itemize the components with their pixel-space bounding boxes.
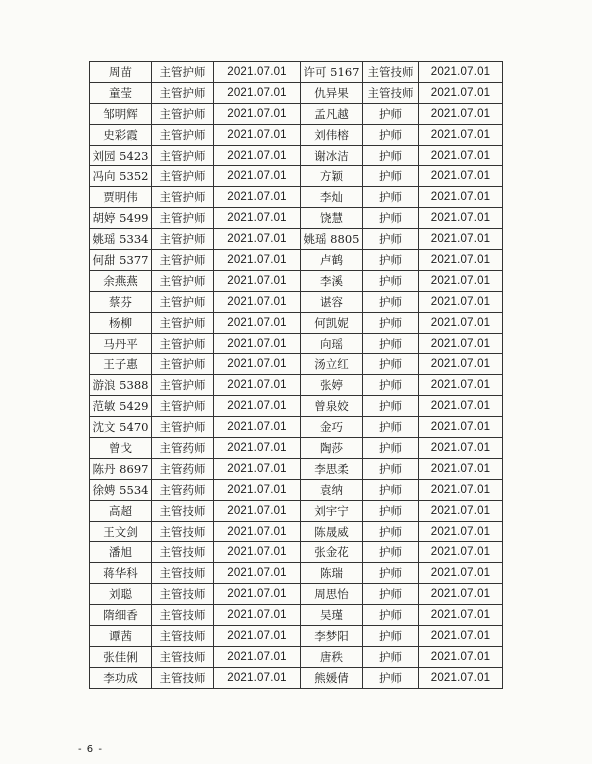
title-cell: 护师 xyxy=(363,229,419,250)
table-row xyxy=(90,229,503,250)
table-body xyxy=(90,62,503,689)
title-cell: 主管护师 xyxy=(152,187,214,208)
name-cell: 张金花 xyxy=(301,542,363,563)
date-cell: 2021.07.01 xyxy=(419,291,503,312)
title-cell: 主管技师 xyxy=(152,667,214,688)
name-cell: 方颖 xyxy=(301,166,363,187)
title-cell: 主管技师 xyxy=(152,646,214,667)
table-row xyxy=(90,605,503,626)
table-row xyxy=(90,563,503,584)
name-cell: 沈文 5470 xyxy=(90,417,152,438)
title-cell: 主管护师 xyxy=(152,250,214,271)
name-cell: 孟凡越 xyxy=(301,103,363,124)
date-cell: 2021.07.01 xyxy=(419,375,503,396)
name-cell: 李功成 xyxy=(90,667,152,688)
title-cell: 护师 xyxy=(363,145,419,166)
date-cell: 2021.07.01 xyxy=(214,82,301,103)
name-cell: 饶慧 xyxy=(301,208,363,229)
title-cell: 主管药师 xyxy=(152,458,214,479)
date-cell: 2021.07.01 xyxy=(419,270,503,291)
date-cell: 2021.07.01 xyxy=(419,417,503,438)
title-cell: 主管技师 xyxy=(152,605,214,626)
table-row xyxy=(90,166,503,187)
title-cell: 主管护师 xyxy=(152,166,214,187)
name-cell: 曾泉姣 xyxy=(301,396,363,417)
table-row xyxy=(90,375,503,396)
name-cell: 王子惠 xyxy=(90,354,152,375)
title-cell: 护师 xyxy=(363,124,419,145)
date-cell: 2021.07.01 xyxy=(214,396,301,417)
date-cell: 2021.07.01 xyxy=(214,500,301,521)
name-cell: 李溪 xyxy=(301,270,363,291)
title-cell: 护师 xyxy=(363,354,419,375)
date-cell: 2021.07.01 xyxy=(214,229,301,250)
title-cell: 护师 xyxy=(363,563,419,584)
title-cell: 主管护师 xyxy=(152,208,214,229)
name-cell: 游浪 5388 xyxy=(90,375,152,396)
date-cell: 2021.07.01 xyxy=(214,270,301,291)
date-cell: 2021.07.01 xyxy=(419,626,503,647)
name-cell: 刘园 5423 xyxy=(90,145,152,166)
name-cell: 潘旭 xyxy=(90,542,152,563)
date-cell: 2021.07.01 xyxy=(419,584,503,605)
table-row xyxy=(90,82,503,103)
table-row xyxy=(90,312,503,333)
title-cell: 护师 xyxy=(363,500,419,521)
name-cell: 张婷 xyxy=(301,375,363,396)
table-row xyxy=(90,145,503,166)
staff-title-table xyxy=(89,61,503,689)
date-cell: 2021.07.01 xyxy=(419,563,503,584)
table-row xyxy=(90,250,503,271)
title-cell: 护师 xyxy=(363,417,419,438)
title-cell: 护师 xyxy=(363,312,419,333)
name-cell: 卢鹤 xyxy=(301,250,363,271)
table-row xyxy=(90,417,503,438)
date-cell: 2021.07.01 xyxy=(419,479,503,500)
name-cell: 陈晟威 xyxy=(301,521,363,542)
title-cell: 护师 xyxy=(363,250,419,271)
date-cell: 2021.07.01 xyxy=(214,103,301,124)
table-row xyxy=(90,208,503,229)
title-cell: 护师 xyxy=(363,584,419,605)
date-cell: 2021.07.01 xyxy=(419,62,503,83)
name-cell: 李思柔 xyxy=(301,458,363,479)
date-cell: 2021.07.01 xyxy=(419,229,503,250)
name-cell: 许可 5167 xyxy=(301,62,363,83)
date-cell: 2021.07.01 xyxy=(214,291,301,312)
title-cell: 主管护师 xyxy=(152,124,214,145)
title-cell: 护师 xyxy=(363,208,419,229)
title-cell: 护师 xyxy=(363,438,419,459)
title-cell: 主管技师 xyxy=(152,584,214,605)
title-cell: 主管护师 xyxy=(152,354,214,375)
date-cell: 2021.07.01 xyxy=(419,124,503,145)
name-cell: 何甜 5377 xyxy=(90,250,152,271)
title-cell: 护师 xyxy=(363,605,419,626)
name-cell: 王文剑 xyxy=(90,521,152,542)
date-cell: 2021.07.01 xyxy=(419,396,503,417)
name-cell: 范敏 5429 xyxy=(90,396,152,417)
date-cell: 2021.07.01 xyxy=(419,605,503,626)
table-row xyxy=(90,646,503,667)
date-cell: 2021.07.01 xyxy=(419,250,503,271)
title-cell: 主管护师 xyxy=(152,229,214,250)
name-cell: 李梦阳 xyxy=(301,626,363,647)
date-cell: 2021.07.01 xyxy=(214,312,301,333)
table-row xyxy=(90,62,503,83)
title-cell: 护师 xyxy=(363,375,419,396)
name-cell: 刘宇宁 xyxy=(301,500,363,521)
name-cell: 张佳俐 xyxy=(90,646,152,667)
title-cell: 主管技师 xyxy=(152,542,214,563)
title-cell: 主管护师 xyxy=(152,312,214,333)
name-cell: 仇异果 xyxy=(301,82,363,103)
date-cell: 2021.07.01 xyxy=(419,333,503,354)
name-cell: 吴瑾 xyxy=(301,605,363,626)
table-row xyxy=(90,187,503,208)
date-cell: 2021.07.01 xyxy=(419,166,503,187)
date-cell: 2021.07.01 xyxy=(214,187,301,208)
table-row xyxy=(90,396,503,417)
date-cell: 2021.07.01 xyxy=(214,208,301,229)
date-cell: 2021.07.01 xyxy=(419,312,503,333)
date-cell: 2021.07.01 xyxy=(419,500,503,521)
title-cell: 主管技师 xyxy=(152,563,214,584)
name-cell: 李灿 xyxy=(301,187,363,208)
name-cell: 何凯妮 xyxy=(301,312,363,333)
name-cell: 童莹 xyxy=(90,82,152,103)
name-cell: 贾明伟 xyxy=(90,187,152,208)
date-cell: 2021.07.01 xyxy=(214,521,301,542)
title-cell: 护师 xyxy=(363,291,419,312)
title-cell: 护师 xyxy=(363,270,419,291)
date-cell: 2021.07.01 xyxy=(214,479,301,500)
table-row xyxy=(90,500,503,521)
table-row xyxy=(90,626,503,647)
name-cell: 邹明辉 xyxy=(90,103,152,124)
title-cell: 主管护师 xyxy=(152,396,214,417)
title-cell: 主管技师 xyxy=(152,500,214,521)
table-row xyxy=(90,584,503,605)
date-cell: 2021.07.01 xyxy=(214,667,301,688)
name-cell: 徐娉 5534 xyxy=(90,479,152,500)
date-cell: 2021.07.01 xyxy=(214,62,301,83)
name-cell: 周思怡 xyxy=(301,584,363,605)
title-cell: 主管护师 xyxy=(152,82,214,103)
name-cell: 熊媛倩 xyxy=(301,667,363,688)
date-cell: 2021.07.01 xyxy=(214,584,301,605)
table-row xyxy=(90,124,503,145)
date-cell: 2021.07.01 xyxy=(419,646,503,667)
name-cell: 余燕燕 xyxy=(90,270,152,291)
date-cell: 2021.07.01 xyxy=(214,626,301,647)
table-row xyxy=(90,103,503,124)
title-cell: 主管技师 xyxy=(152,521,214,542)
title-cell: 主管药师 xyxy=(152,438,214,459)
name-cell: 谢冰洁 xyxy=(301,145,363,166)
date-cell: 2021.07.01 xyxy=(419,667,503,688)
name-cell: 高超 xyxy=(90,500,152,521)
title-cell: 护师 xyxy=(363,667,419,688)
date-cell: 2021.07.01 xyxy=(214,563,301,584)
title-cell: 护师 xyxy=(363,479,419,500)
name-cell: 陈丹 8697 xyxy=(90,458,152,479)
name-cell: 蒋华科 xyxy=(90,563,152,584)
name-cell: 蔡芬 xyxy=(90,291,152,312)
table-row xyxy=(90,542,503,563)
table-row xyxy=(90,667,503,688)
title-cell: 主管护师 xyxy=(152,103,214,124)
name-cell: 刘伟榕 xyxy=(301,124,363,145)
title-cell: 主管护师 xyxy=(152,62,214,83)
date-cell: 2021.07.01 xyxy=(214,605,301,626)
name-cell: 唐秩 xyxy=(301,646,363,667)
table-row xyxy=(90,291,503,312)
name-cell: 谌容 xyxy=(301,291,363,312)
name-cell: 袁纳 xyxy=(301,479,363,500)
date-cell: 2021.07.01 xyxy=(419,208,503,229)
date-cell: 2021.07.01 xyxy=(419,145,503,166)
date-cell: 2021.07.01 xyxy=(419,187,503,208)
date-cell: 2021.07.01 xyxy=(214,250,301,271)
date-cell: 2021.07.01 xyxy=(419,521,503,542)
table-row xyxy=(90,479,503,500)
title-cell: 主管护师 xyxy=(152,333,214,354)
name-cell: 马丹平 xyxy=(90,333,152,354)
title-cell: 主管技师 xyxy=(363,62,419,83)
page-number: - 6 - xyxy=(78,744,103,755)
date-cell: 2021.07.01 xyxy=(419,458,503,479)
title-cell: 护师 xyxy=(363,333,419,354)
name-cell: 向瑶 xyxy=(301,333,363,354)
name-cell: 史彩霞 xyxy=(90,124,152,145)
title-cell: 主管药师 xyxy=(152,479,214,500)
date-cell: 2021.07.01 xyxy=(214,417,301,438)
title-cell: 护师 xyxy=(363,396,419,417)
name-cell: 杨柳 xyxy=(90,312,152,333)
title-cell: 护师 xyxy=(363,103,419,124)
name-cell: 金巧 xyxy=(301,417,363,438)
table-row xyxy=(90,521,503,542)
date-cell: 2021.07.01 xyxy=(214,542,301,563)
table-row xyxy=(90,333,503,354)
name-cell: 姚瑶 5334 xyxy=(90,229,152,250)
name-cell: 冯向 5352 xyxy=(90,166,152,187)
date-cell: 2021.07.01 xyxy=(214,438,301,459)
title-cell: 主管技师 xyxy=(363,82,419,103)
date-cell: 2021.07.01 xyxy=(419,82,503,103)
name-cell: 胡婷 5499 xyxy=(90,208,152,229)
title-cell: 护师 xyxy=(363,521,419,542)
date-cell: 2021.07.01 xyxy=(419,354,503,375)
title-cell: 护师 xyxy=(363,458,419,479)
title-cell: 主管护师 xyxy=(152,375,214,396)
table-row xyxy=(90,458,503,479)
title-cell: 护师 xyxy=(363,187,419,208)
title-cell: 主管护师 xyxy=(152,291,214,312)
date-cell: 2021.07.01 xyxy=(214,145,301,166)
name-cell: 隋细香 xyxy=(90,605,152,626)
date-cell: 2021.07.01 xyxy=(419,542,503,563)
date-cell: 2021.07.01 xyxy=(214,646,301,667)
name-cell: 汤立红 xyxy=(301,354,363,375)
date-cell: 2021.07.01 xyxy=(214,124,301,145)
date-cell: 2021.07.01 xyxy=(214,458,301,479)
name-cell: 曾戈 xyxy=(90,438,152,459)
title-cell: 主管护师 xyxy=(152,270,214,291)
name-cell: 姚瑶 8805 xyxy=(301,229,363,250)
table-row xyxy=(90,438,503,459)
name-cell: 周苗 xyxy=(90,62,152,83)
name-cell: 陈瑞 xyxy=(301,563,363,584)
date-cell: 2021.07.01 xyxy=(214,166,301,187)
date-cell: 2021.07.01 xyxy=(214,375,301,396)
title-cell: 护师 xyxy=(363,646,419,667)
title-cell: 护师 xyxy=(363,626,419,647)
title-cell: 护师 xyxy=(363,166,419,187)
title-cell: 主管护师 xyxy=(152,145,214,166)
name-cell: 刘聪 xyxy=(90,584,152,605)
date-cell: 2021.07.01 xyxy=(214,333,301,354)
table-row xyxy=(90,270,503,291)
title-cell: 护师 xyxy=(363,542,419,563)
name-cell: 谭茜 xyxy=(90,626,152,647)
date-cell: 2021.07.01 xyxy=(214,354,301,375)
date-cell: 2021.07.01 xyxy=(419,103,503,124)
table-row xyxy=(90,354,503,375)
name-cell: 陶莎 xyxy=(301,438,363,459)
title-cell: 主管技师 xyxy=(152,626,214,647)
title-cell: 主管护师 xyxy=(152,417,214,438)
date-cell: 2021.07.01 xyxy=(419,438,503,459)
